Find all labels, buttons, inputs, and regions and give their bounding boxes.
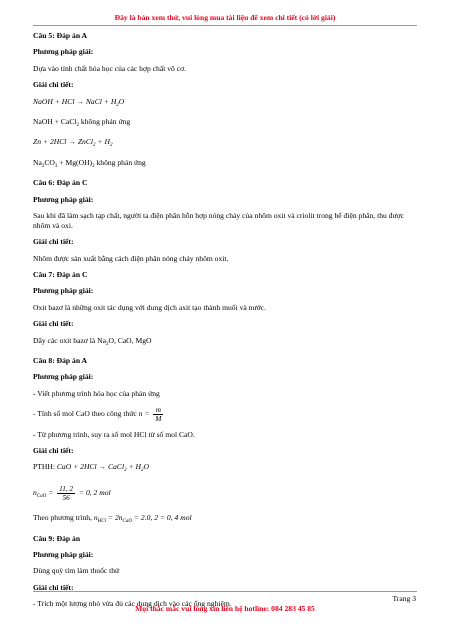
q5-na2co3-line: $Na_2CO_3 + Mg(OH)_2$ không phản ứng (33, 157, 146, 169)
q6-detail-label: Giải chi tiết: (33, 237, 74, 247)
page-content (33, 31, 417, 616)
page-number: Trang 3 (392, 594, 416, 603)
q6-method-text: Sau khi đã làm sạch tạp chất, người ta điện phân hỗn hợp nóng chảy của nhôm oxit và criolit trong bể điện phân, thu được nhôm và oxi. (33, 210, 404, 230)
q7-detail-text: Dãy các oxit bazơ là $Na_2O$, CaO, MgO (33, 335, 152, 347)
q9-method-label: Phương pháp giải: (33, 549, 94, 559)
header-divider (33, 25, 417, 26)
q5-method-label: Phương pháp giải: (33, 47, 94, 57)
q8-mol-cao: $n_{CaO}$ = $\frac{11, 2}{56}$ = 0, 2 mol (33, 484, 111, 502)
footer-notice: Mọi thắc mắc vui lòng xin liên hệ hotline: 084 283 45 85 (135, 604, 315, 613)
q5-naoh-line: NaOH + CaCl$_2$ không phản ứng (33, 116, 131, 128)
q8-pthh-line: PTHH: CaO + 2HCl → CaCl$_2$ + $H_2O$ (33, 462, 149, 474)
q9-detail-label: Giải chi tiết: (33, 582, 74, 592)
header-notice: Đây là bản xem thử, vui lòng mua tài liệu để xem chi tiết (có lời giải) (114, 13, 336, 22)
q8-detail-label: Giải chi tiết: (33, 445, 74, 455)
q8-step-1: - Viết phương trình hóa học của phản ứng (33, 388, 160, 398)
footer-divider (33, 591, 417, 592)
q7-heading: Câu 7: Đáp án C (33, 270, 88, 280)
q8-equation: CaO + 2HCl → CaCl$_2$ + $H_2O$ (56, 462, 149, 474)
q5-equation-1: NaOH + HCl → NaCl + $H_2O$ (33, 96, 125, 108)
q7-method-label: Phương pháp giải: (33, 286, 94, 296)
q6-method-label: Phương pháp giải: (33, 194, 94, 204)
mol-formula: n = $\frac{m}{M}$ (138, 405, 162, 423)
q8-step-3: - Từ phương trình, suy ra số mol HCl từ số mol CaO. (33, 429, 195, 439)
q9-detail-text: - Trích một lượng nhỏ vừa đủ các dung dịch vào các ống nghiệm. (33, 599, 232, 609)
q6-detail-text: Nhôm được sản xuất bằng cách điện phân nóng chảy nhôm oxit. (33, 253, 229, 263)
q9-heading: Câu 9: Đáp án (33, 533, 81, 543)
q8-mol-hcl: Theo phương trình, $n_{HCl} = 2n_{CaO} = 2.0$, 2 = 0, 4 mol (33, 513, 192, 525)
q8-method-label: Phương pháp giải: (33, 372, 94, 382)
q6-heading: Câu 6: Đáp án C (33, 178, 88, 188)
q9-method-text: Dùng quỳ tím làm thuốc thử (33, 566, 120, 576)
q5-detail-label: Giải chi tiết: (33, 80, 74, 90)
q5-equation-2: Zn + 2HCl → ZnCl$_2$ + $H_2$ (33, 137, 113, 149)
q8-step-2: - Tính số mol CaO theo công thức n = $\frac{m}{M}$ (33, 405, 417, 423)
q7-method-text: Oxit bazơ là những oxit tác dụng với dung dịch axit tạo thành muối và nước. (33, 302, 266, 312)
q5-heading: Câu 5: Đáp án A (33, 31, 88, 40)
q7-detail-label: Giải chi tiết: (33, 319, 74, 329)
q5-method-text: Dựa vào tính chất hóa học của các hợp chất vô cơ. (33, 63, 186, 73)
q8-heading: Câu 8: Đáp án A (33, 356, 88, 366)
